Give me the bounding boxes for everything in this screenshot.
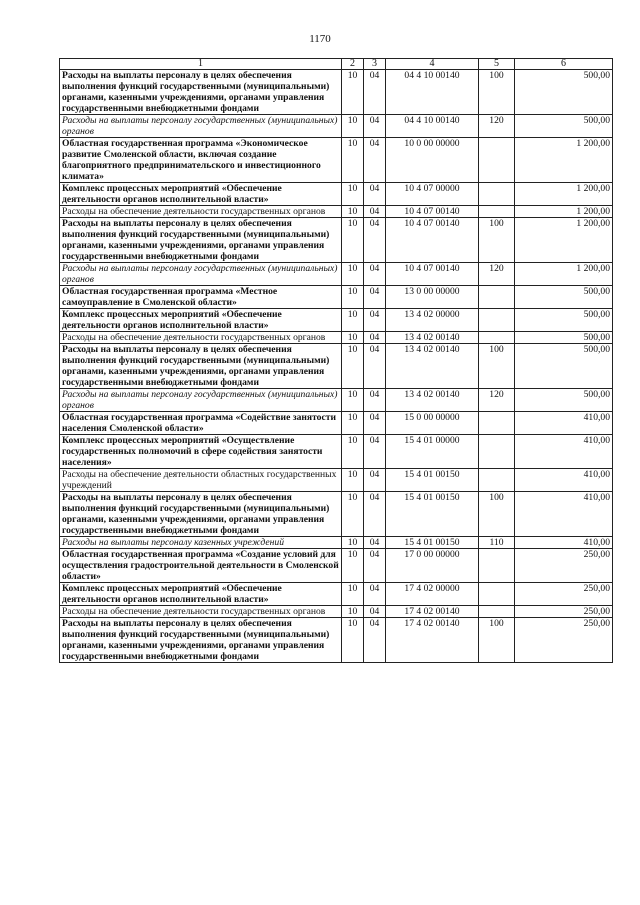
expense-type-cell xyxy=(479,206,515,218)
amount-cell: 1 200,00 xyxy=(515,218,613,263)
amount-cell: 250,00 xyxy=(515,549,613,583)
table-row xyxy=(60,469,613,492)
table-row xyxy=(60,389,613,412)
table-row xyxy=(60,183,613,206)
amount-cell: 500,00 xyxy=(515,70,613,115)
row-name-cell: Расходы на обеспечение деятельности государственных органов xyxy=(60,206,342,218)
expense-type-cell: 100 xyxy=(479,218,515,263)
subsection-code-cell: 04 xyxy=(364,263,386,286)
table-row xyxy=(60,115,613,138)
amount-cell: 1 200,00 xyxy=(515,263,613,286)
column-header-3: 3 xyxy=(364,59,386,70)
row-name-cell: Комплекс процессных мероприятий «Обеспечение деятельности органов исполнительной власти» xyxy=(60,183,342,206)
row-name-cell: Расходы на обеспечение деятельности государственных органов xyxy=(60,606,342,618)
amount-cell: 500,00 xyxy=(515,286,613,309)
expense-type-cell: 100 xyxy=(479,492,515,537)
target-article-cell: 04 4 10 00140 xyxy=(386,70,479,115)
amount-cell: 410,00 xyxy=(515,412,613,435)
section-code-cell: 10 xyxy=(342,218,364,263)
amount-cell: 1 200,00 xyxy=(515,183,613,206)
row-name-cell: Расходы на обеспечение деятельности областных государственных учреждений xyxy=(60,469,342,492)
table-row xyxy=(60,332,613,344)
section-code-cell: 10 xyxy=(342,583,364,606)
expense-type-cell xyxy=(479,138,515,183)
column-header-5: 5 xyxy=(479,59,515,70)
target-article-cell: 04 4 10 00140 xyxy=(386,115,479,138)
target-article-cell: 13 0 00 00000 xyxy=(386,286,479,309)
target-article-cell: 15 4 01 00150 xyxy=(386,469,479,492)
section-code-cell: 10 xyxy=(342,389,364,412)
expense-type-cell xyxy=(479,606,515,618)
target-article-cell: 15 4 01 00150 xyxy=(386,492,479,537)
subsection-code-cell: 04 xyxy=(364,583,386,606)
subsection-code-cell: 04 xyxy=(364,332,386,344)
amount-cell: 500,00 xyxy=(515,344,613,389)
row-name-cell: Расходы на выплаты персоналу в целях обеспечения выполнения функций государственными (муниципальными) органами, казенными учреждениями, органами управления государственными внебюджетными фондами xyxy=(60,492,342,537)
expense-type-cell xyxy=(479,309,515,332)
target-article-cell: 10 0 00 00000 xyxy=(386,138,479,183)
expense-type-cell: 100 xyxy=(479,70,515,115)
subsection-code-cell: 04 xyxy=(364,435,386,469)
subsection-code-cell: 04 xyxy=(364,344,386,389)
table-row xyxy=(60,206,613,218)
row-name-cell: Расходы на выплаты персоналу в целях обеспечения выполнения функций государственными (муниципальными) органами, казенными учреждениями, органами управления государственными внебюджетными фондами xyxy=(60,218,342,263)
subsection-code-cell: 04 xyxy=(364,412,386,435)
section-code-cell: 10 xyxy=(342,344,364,389)
table-row xyxy=(60,492,613,537)
row-name-cell: Расходы на выплаты персоналу в целях обеспечения выполнения функций государственными (муниципальными) органами, казенными учреждениями, органами управления государственными внебюджетными фондами xyxy=(60,344,342,389)
target-article-cell: 17 4 02 00140 xyxy=(386,606,479,618)
expense-type-cell xyxy=(479,469,515,492)
row-name-cell: Расходы на выплаты персоналу в целях обеспечения выполнения функций государственными (муниципальными) органами, казенными учреждениями, органами управления государственными внебюджетными фондами xyxy=(60,618,342,663)
subsection-code-cell: 04 xyxy=(364,138,386,183)
table-row xyxy=(60,286,613,309)
subsection-code-cell: 04 xyxy=(364,537,386,549)
row-name-cell: Комплекс процессных мероприятий «Обеспечение деятельности органов исполнительной власти» xyxy=(60,309,342,332)
section-code-cell: 10 xyxy=(342,332,364,344)
section-code-cell: 10 xyxy=(342,537,364,549)
section-code-cell: 10 xyxy=(342,618,364,663)
section-code-cell: 10 xyxy=(342,469,364,492)
amount-cell: 410,00 xyxy=(515,492,613,537)
row-name-cell: Расходы на выплаты персоналу государственных (муниципальных) органов xyxy=(60,263,342,286)
table-row xyxy=(60,309,613,332)
table-row xyxy=(60,606,613,618)
target-article-cell: 15 4 01 00150 xyxy=(386,537,479,549)
amount-cell: 250,00 xyxy=(515,583,613,606)
section-code-cell: 10 xyxy=(342,138,364,183)
column-header-6: 6 xyxy=(515,59,613,70)
section-code-cell: 10 xyxy=(342,70,364,115)
expense-type-cell: 110 xyxy=(479,537,515,549)
amount-cell: 1 200,00 xyxy=(515,206,613,218)
subsection-code-cell: 04 xyxy=(364,618,386,663)
subsection-code-cell: 04 xyxy=(364,549,386,583)
section-code-cell: 10 xyxy=(342,115,364,138)
target-article-cell: 17 4 02 00000 xyxy=(386,583,479,606)
expense-type-cell: 120 xyxy=(479,115,515,138)
row-name-cell: Расходы на выплаты персоналу государственных (муниципальных) органов xyxy=(60,389,342,412)
subsection-code-cell: 04 xyxy=(364,206,386,218)
column-header-4: 4 xyxy=(386,59,479,70)
amount-cell: 250,00 xyxy=(515,606,613,618)
row-name-cell: Областная государственная программа «Экономическое развитие Смоленской области, включая создание благоприятного предпринимательского и инвестиционного климата» xyxy=(60,138,342,183)
target-article-cell: 17 0 00 00000 xyxy=(386,549,479,583)
table-row xyxy=(60,263,613,286)
amount-cell: 1 200,00 xyxy=(515,138,613,183)
target-article-cell: 10 4 07 00140 xyxy=(386,206,479,218)
section-code-cell: 10 xyxy=(342,206,364,218)
row-name-cell: Областная государственная программа «Создание условий для осуществления градостроительной деятельности в Смоленской области» xyxy=(60,549,342,583)
table-row xyxy=(60,435,613,469)
target-article-cell: 13 4 02 00140 xyxy=(386,344,479,389)
table-row xyxy=(60,218,613,263)
table-row xyxy=(60,583,613,606)
expense-type-cell xyxy=(479,183,515,206)
amount-cell: 500,00 xyxy=(515,332,613,344)
table-row xyxy=(60,549,613,583)
section-code-cell: 10 xyxy=(342,183,364,206)
subsection-code-cell: 04 xyxy=(364,183,386,206)
target-article-cell: 13 4 02 00140 xyxy=(386,332,479,344)
section-code-cell: 10 xyxy=(342,286,364,309)
row-name-cell: Областная государственная программа «Местное самоуправление в Смоленской области» xyxy=(60,286,342,309)
amount-cell: 250,00 xyxy=(515,618,613,663)
section-code-cell: 10 xyxy=(342,309,364,332)
amount-cell: 500,00 xyxy=(515,389,613,412)
section-code-cell: 10 xyxy=(342,606,364,618)
row-name-cell: Расходы на обеспечение деятельности государственных органов xyxy=(60,332,342,344)
table-row xyxy=(60,70,613,115)
amount-cell: 410,00 xyxy=(515,537,613,549)
expense-type-cell xyxy=(479,412,515,435)
table-row xyxy=(60,537,613,549)
subsection-code-cell: 04 xyxy=(364,286,386,309)
subsection-code-cell: 04 xyxy=(364,70,386,115)
header-row xyxy=(60,59,613,70)
row-name-cell: Комплекс процессных мероприятий «Осуществление государственных полномочий в сфере содействия занятости населения» xyxy=(60,435,342,469)
subsection-code-cell: 04 xyxy=(364,115,386,138)
row-name-cell: Областная государственная программа «Содействие занятости населения Смоленской области» xyxy=(60,412,342,435)
table-row xyxy=(60,412,613,435)
table-row xyxy=(60,344,613,389)
subsection-code-cell: 04 xyxy=(364,218,386,263)
target-article-cell: 17 4 02 00140 xyxy=(386,618,479,663)
expense-type-cell: 100 xyxy=(479,618,515,663)
section-code-cell: 10 xyxy=(342,412,364,435)
target-article-cell: 10 4 07 00140 xyxy=(386,218,479,263)
target-article-cell: 10 4 07 00000 xyxy=(386,183,479,206)
column-header-1: 1 xyxy=(60,59,342,70)
target-article-cell: 10 4 07 00140 xyxy=(386,263,479,286)
amount-cell: 410,00 xyxy=(515,469,613,492)
section-code-cell: 10 xyxy=(342,263,364,286)
target-article-cell: 13 4 02 00140 xyxy=(386,389,479,412)
row-name-cell: Расходы на выплаты персоналу в целях обеспечения выполнения функций государственными (муниципальными) органами, казенными учреждениями, органами управления государственными внебюджетными фондами xyxy=(60,70,342,115)
expense-type-cell xyxy=(479,332,515,344)
subsection-code-cell: 04 xyxy=(364,309,386,332)
amount-cell: 500,00 xyxy=(515,115,613,138)
expense-type-cell xyxy=(479,435,515,469)
budget-table xyxy=(59,58,613,663)
expense-type-cell xyxy=(479,286,515,309)
subsection-code-cell: 04 xyxy=(364,469,386,492)
expense-type-cell xyxy=(479,549,515,583)
target-article-cell: 15 0 00 00000 xyxy=(386,412,479,435)
expense-type-cell xyxy=(479,583,515,606)
target-article-cell: 13 4 02 00000 xyxy=(386,309,479,332)
section-code-cell: 10 xyxy=(342,492,364,537)
expense-type-cell: 120 xyxy=(479,389,515,412)
subsection-code-cell: 04 xyxy=(364,389,386,412)
subsection-code-cell: 04 xyxy=(364,606,386,618)
table-row xyxy=(60,618,613,663)
amount-cell: 500,00 xyxy=(515,309,613,332)
row-name-cell: Комплекс процессных мероприятий «Обеспечение деятельности органов исполнительной власти» xyxy=(60,583,342,606)
amount-cell: 410,00 xyxy=(515,435,613,469)
page-number: 1170 xyxy=(309,33,331,45)
expense-type-cell: 100 xyxy=(479,344,515,389)
section-code-cell: 10 xyxy=(342,549,364,583)
section-code-cell: 10 xyxy=(342,435,364,469)
row-name-cell: Расходы на выплаты персоналу казенных учреждений xyxy=(60,537,342,549)
subsection-code-cell: 04 xyxy=(364,492,386,537)
table-body xyxy=(60,70,613,663)
column-header-2: 2 xyxy=(342,59,364,70)
table-row xyxy=(60,138,613,183)
row-name-cell: Расходы на выплаты персоналу государственных (муниципальных) органов xyxy=(60,115,342,138)
target-article-cell: 15 4 01 00000 xyxy=(386,435,479,469)
expense-type-cell: 120 xyxy=(479,263,515,286)
